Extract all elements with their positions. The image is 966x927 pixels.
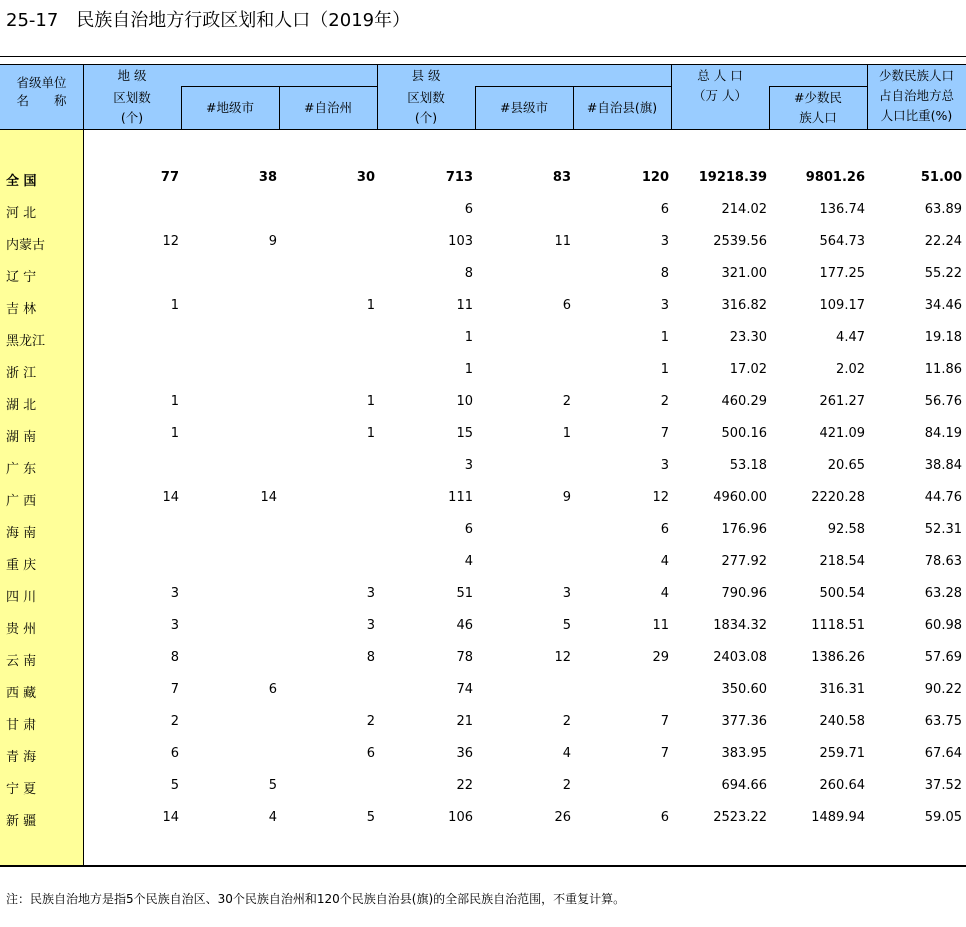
- cell-minority: 259.71: [819, 746, 865, 761]
- cell-pref: 1: [170, 426, 179, 441]
- province-name: 湖 北: [6, 398, 37, 413]
- table-row: [0, 738, 966, 770]
- header-prefecture-group: 地 级: [117, 68, 147, 83]
- table-row: [0, 194, 966, 226]
- cell-ratio: 55.22: [924, 266, 962, 281]
- cell-pref: 1: [170, 298, 179, 313]
- header-divider-minority: [769, 86, 867, 87]
- cell-auto-county: 29: [652, 650, 669, 665]
- cell-pop: 694.66: [721, 778, 767, 793]
- cell-pref: 8: [170, 650, 179, 665]
- cell-pref: 1: [170, 394, 179, 409]
- cell-auto-county: 4: [660, 554, 669, 569]
- table-row: [0, 418, 966, 450]
- cell-pop: 17.02: [729, 362, 767, 377]
- cell-auto-county: 120: [641, 170, 669, 185]
- cell-pop: 277.92: [721, 554, 767, 569]
- cell-county-city: 26: [554, 810, 571, 825]
- cell-auto-pref: 3: [366, 618, 375, 633]
- header-province: [0, 74, 83, 110]
- province-name: 浙 江: [6, 366, 37, 381]
- province-name: 河 北: [6, 206, 37, 221]
- cell-minority: 20.65: [827, 458, 865, 473]
- cell-county-city: 5: [562, 618, 571, 633]
- cell-county: 111: [448, 490, 473, 505]
- table-title-text: 民族自治地方行政区划和人口（2019年）: [76, 10, 411, 31]
- cell-county: 11: [456, 298, 473, 313]
- cell-minority: 261.27: [819, 394, 865, 409]
- table-row: [0, 290, 966, 322]
- cell-pop: 316.82: [721, 298, 767, 313]
- bottom-rule: [0, 865, 966, 867]
- header-province-line2: 名 称: [16, 93, 67, 108]
- cell-pref: 2: [170, 714, 179, 729]
- table-row: [0, 162, 966, 194]
- header-border-top: [0, 64, 966, 65]
- cell-minority: 177.25: [819, 266, 865, 281]
- cell-county: 51: [456, 586, 473, 601]
- cell-minority: 316.31: [819, 682, 865, 697]
- cell-auto-county: 1: [660, 362, 669, 377]
- cell-county-city: 11: [554, 234, 571, 249]
- cell-minority: 240.58: [819, 714, 865, 729]
- cell-minority: 2.02: [836, 362, 865, 377]
- table-row: [0, 226, 966, 258]
- cell-pref: 6: [170, 746, 179, 761]
- cell-auto-pref: 1: [366, 298, 375, 313]
- header-border-bottom: [0, 129, 966, 130]
- cell-auto-pref: 1: [366, 426, 375, 441]
- cell-pop: 790.96: [721, 586, 767, 601]
- cell-pop: 214.02: [721, 202, 767, 217]
- cell-pref-city: 38: [258, 170, 277, 185]
- cell-minority: 421.09: [819, 426, 865, 441]
- cell-pop: 460.29: [721, 394, 767, 409]
- cell-pref-city: 9: [268, 234, 277, 249]
- province-name: 黑龙江: [6, 334, 46, 349]
- province-name: 海 南: [6, 526, 37, 541]
- cell-pref: 77: [160, 170, 179, 185]
- header-autonomous-prefecture: #自治州: [304, 100, 352, 115]
- province-name: 宁 夏: [6, 782, 37, 797]
- cell-minority: 500.54: [819, 586, 865, 601]
- province-name: 云 南: [6, 654, 37, 669]
- header-vline-8: [769, 86, 770, 130]
- table-title: [6, 6, 410, 32]
- cell-pop: 383.95: [721, 746, 767, 761]
- cell-auto-pref: 8: [366, 650, 375, 665]
- header-ratio: [867, 66, 966, 126]
- header-province-line1: 省级单位: [16, 75, 67, 90]
- cell-county-city: 1: [562, 426, 571, 441]
- cell-county: 8: [464, 266, 473, 281]
- cell-ratio: 51.00: [920, 170, 962, 185]
- cell-county: 46: [456, 618, 473, 633]
- cell-auto-county: 7: [660, 714, 669, 729]
- cell-minority: 9801.26: [805, 170, 865, 185]
- table-number: 25-17: [6, 10, 59, 31]
- cell-ratio: 63.75: [924, 714, 962, 729]
- cell-county-city: 2: [562, 778, 571, 793]
- cell-auto-county: 3: [660, 298, 669, 313]
- cell-ratio: 63.28: [924, 586, 962, 601]
- cell-county: 10: [456, 394, 473, 409]
- header-population: [671, 66, 769, 106]
- cell-ratio: 44.76: [924, 490, 962, 505]
- table-header: [0, 64, 966, 130]
- header-population-line1: 总 人 口: [697, 68, 743, 83]
- header-vline-5: [475, 86, 476, 130]
- header-vline-7: [671, 64, 672, 130]
- header-prefecture-count-line1: 区划数: [113, 90, 151, 105]
- header-vline-2: [181, 86, 182, 130]
- cell-auto-county: 2: [660, 394, 669, 409]
- cell-auto-county: 6: [660, 810, 669, 825]
- cell-pop: 2539.56: [713, 234, 767, 249]
- table-row: [0, 258, 966, 290]
- cell-auto-pref: 2: [366, 714, 375, 729]
- cell-pop: 1834.32: [713, 618, 767, 633]
- header-vline-3: [279, 86, 280, 130]
- table-row: [0, 674, 966, 706]
- table-row: [0, 802, 966, 834]
- cell-auto-county: 3: [660, 234, 669, 249]
- cell-minority: 4.47: [836, 330, 865, 345]
- header-county-city: #县级市: [500, 100, 548, 115]
- top-rule: [0, 56, 966, 57]
- header-vline-1: [83, 64, 84, 130]
- cell-county: 4: [464, 554, 473, 569]
- cell-pop: 53.18: [729, 458, 767, 473]
- province-name: 青 海: [6, 750, 37, 765]
- cell-county: 713: [445, 170, 473, 185]
- cell-pref: 5: [170, 778, 179, 793]
- cell-auto-county: 1: [660, 330, 669, 345]
- cell-auto-county: 4: [660, 586, 669, 601]
- cell-ratio: 63.89: [924, 202, 962, 217]
- cell-pop: 2523.22: [713, 810, 767, 825]
- cell-pop: 23.30: [729, 330, 767, 345]
- cell-minority: 218.54: [819, 554, 865, 569]
- cell-pref: 3: [170, 618, 179, 633]
- province-name: 湖 南: [6, 430, 37, 445]
- cell-auto-pref: 3: [366, 586, 375, 601]
- cell-pop: 500.16: [721, 426, 767, 441]
- cell-auto-county: 7: [660, 746, 669, 761]
- cell-county-city: 6: [562, 298, 571, 313]
- table-row: [0, 322, 966, 354]
- cell-pop: 19218.39: [698, 170, 767, 185]
- province-name: 重 庆: [6, 558, 37, 573]
- header-vline-6: [573, 86, 574, 130]
- cell-auto-county: 7: [660, 426, 669, 441]
- province-name: 辽 宁: [6, 270, 37, 285]
- cell-pref: 14: [162, 490, 179, 505]
- cell-pop: 350.60: [721, 682, 767, 697]
- table-row: [0, 514, 966, 546]
- province-name: 吉 林: [6, 302, 37, 317]
- table-row: [0, 354, 966, 386]
- header-prefecture-count: [83, 88, 181, 128]
- cell-pop: 4960.00: [713, 490, 767, 505]
- province-name: 广 西: [6, 494, 37, 509]
- table-row: [0, 578, 966, 610]
- cell-auto-county: 11: [652, 618, 669, 633]
- cell-county: 6: [464, 202, 473, 217]
- cell-county: 1: [464, 330, 473, 345]
- cell-county: 78: [456, 650, 473, 665]
- header-vline-4: [377, 64, 378, 130]
- cell-pref-city: 4: [268, 810, 277, 825]
- header-minority-line1: #少数民: [794, 90, 842, 105]
- header-autonomous-county: #自治县(旗): [586, 100, 658, 115]
- header-county-count-line1: 区划数: [407, 90, 445, 105]
- cell-minority: 109.17: [819, 298, 865, 313]
- header-population-line2: （万 人）: [693, 88, 747, 103]
- cell-auto-pref: 30: [356, 170, 375, 185]
- cell-county: 103: [448, 234, 473, 249]
- header-minority: [769, 88, 867, 128]
- cell-minority: 564.73: [819, 234, 865, 249]
- cell-minority: 2220.28: [811, 490, 865, 505]
- cell-ratio: 60.98: [924, 618, 962, 633]
- cell-ratio: 56.76: [924, 394, 962, 409]
- cell-ratio: 19.18: [924, 330, 962, 345]
- cell-minority: 136.74: [819, 202, 865, 217]
- province-name: 内蒙古: [6, 238, 46, 253]
- cell-county: 22: [456, 778, 473, 793]
- header-county-count: [377, 88, 475, 128]
- cell-minority: 1386.26: [811, 650, 865, 665]
- cell-minority: 1489.94: [811, 810, 865, 825]
- cell-county: 106: [448, 810, 473, 825]
- cell-auto-pref: 1: [366, 394, 375, 409]
- cell-ratio: 37.52: [924, 778, 962, 793]
- cell-ratio: 84.19: [924, 426, 962, 441]
- cell-auto-county: 12: [652, 490, 669, 505]
- cell-county: 15: [456, 426, 473, 441]
- province-name: 全 国: [6, 174, 37, 189]
- cell-auto-county: 3: [660, 458, 669, 473]
- header-county-count-line2: (个): [414, 110, 438, 125]
- cell-pref: 14: [162, 810, 179, 825]
- cell-pop: 321.00: [721, 266, 767, 281]
- cell-ratio: 67.64: [924, 746, 962, 761]
- cell-auto-county: 6: [660, 522, 669, 537]
- cell-ratio: 22.24: [924, 234, 962, 249]
- cell-county: 1: [464, 362, 473, 377]
- cell-county: 74: [456, 682, 473, 697]
- header-prefecture-count-line2: (个): [120, 110, 144, 125]
- footnote: 注：民族自治地方是指5个民族自治区、30个民族自治州和120个民族自治县(旗)的全部民族自治范围，不重复计算。: [6, 892, 626, 906]
- table-row: [0, 450, 966, 482]
- cell-ratio: 11.86: [924, 362, 962, 377]
- province-name: 贵 州: [6, 622, 37, 637]
- cell-auto-pref: 5: [366, 810, 375, 825]
- cell-pref: 7: [170, 682, 179, 697]
- cell-pref-city: 14: [260, 490, 277, 505]
- table-row: [0, 642, 966, 674]
- cell-county-city: 9: [562, 490, 571, 505]
- cell-minority: 1118.51: [811, 618, 865, 633]
- header-minority-line2: 族人口: [799, 110, 837, 125]
- province-name: 四 川: [6, 590, 37, 605]
- province-name: 甘 肃: [6, 718, 37, 733]
- cell-county-city: 83: [552, 170, 571, 185]
- cell-county-city: 3: [562, 586, 571, 601]
- cell-auto-pref: 6: [366, 746, 375, 761]
- cell-county-city: 2: [562, 714, 571, 729]
- cell-pop: 2403.08: [713, 650, 767, 665]
- header-ratio-line3: 人口比重(%): [880, 108, 953, 123]
- cell-ratio: 52.31: [924, 522, 962, 537]
- cell-pref-city: 5: [268, 778, 277, 793]
- table-row: [0, 770, 966, 802]
- cell-pop: 377.36: [721, 714, 767, 729]
- cell-county-city: 4: [562, 746, 571, 761]
- cell-ratio: 90.22: [924, 682, 962, 697]
- cell-pop: 176.96: [721, 522, 767, 537]
- cell-pref: 12: [162, 234, 179, 249]
- cell-county-city: 2: [562, 394, 571, 409]
- header-prefecture-city: #地级市: [206, 100, 254, 115]
- province-name: 广 东: [6, 462, 37, 477]
- header-ratio-line1: 少数民族人口: [878, 68, 954, 83]
- table-row: [0, 546, 966, 578]
- cell-auto-county: 6: [660, 202, 669, 217]
- cell-county: 36: [456, 746, 473, 761]
- table-row: [0, 482, 966, 514]
- cell-pref: 3: [170, 586, 179, 601]
- province-name: 新 疆: [6, 814, 37, 829]
- cell-auto-county: 8: [660, 266, 669, 281]
- header-vline-9: [867, 64, 868, 130]
- cell-minority: 92.58: [827, 522, 865, 537]
- table-row: [0, 610, 966, 642]
- cell-ratio: 59.05: [924, 810, 962, 825]
- cell-county: 6: [464, 522, 473, 537]
- cell-minority: 260.64: [819, 778, 865, 793]
- cell-ratio: 78.63: [924, 554, 962, 569]
- table-row: [0, 706, 966, 738]
- cell-county: 3: [464, 458, 473, 473]
- cell-county-city: 12: [554, 650, 571, 665]
- header-ratio-line2: 占自治地方总: [878, 88, 954, 103]
- cell-pref-city: 6: [268, 682, 277, 697]
- cell-county: 21: [456, 714, 473, 729]
- cell-ratio: 38.84: [924, 458, 962, 473]
- header-county-group: 县 级: [411, 68, 441, 83]
- table-row: [0, 386, 966, 418]
- cell-ratio: 57.69: [924, 650, 962, 665]
- cell-ratio: 34.46: [924, 298, 962, 313]
- province-name: 西 藏: [6, 686, 37, 701]
